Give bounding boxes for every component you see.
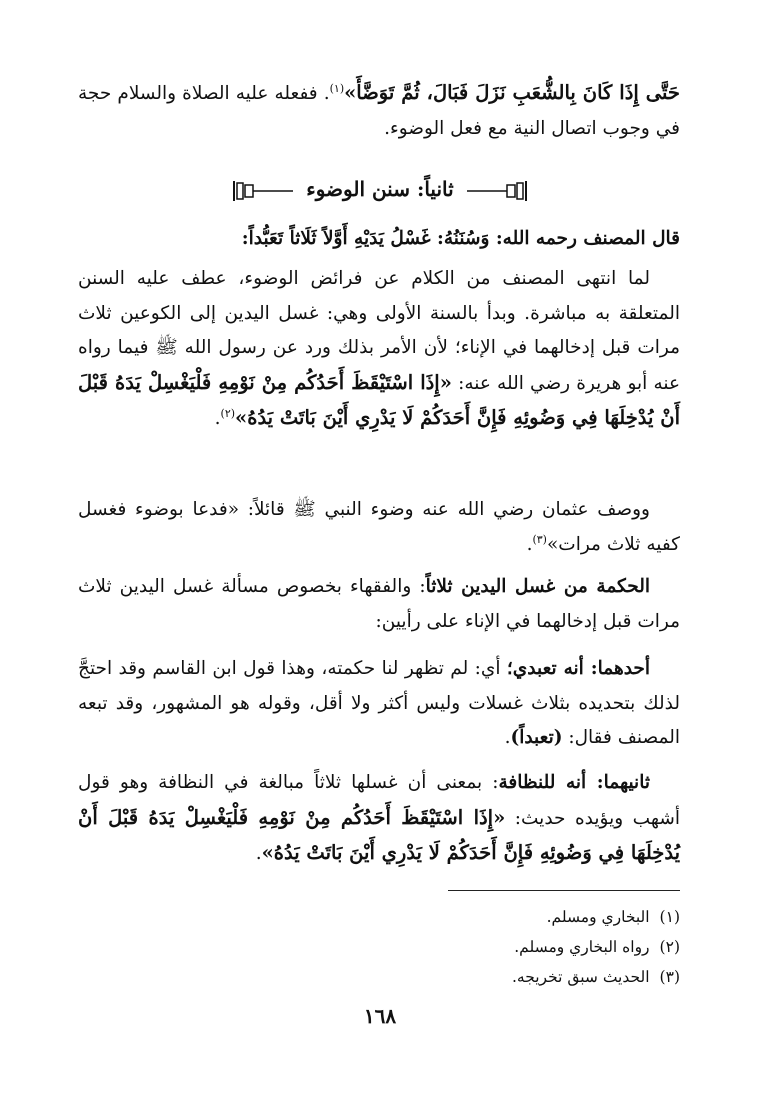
paragraph-label: الحكمة من غسل اليدين ثلاثاً: [425, 576, 650, 597]
footnote-item: [280, 932, 680, 962]
heading-title: ثانياً: سنن الوضوء: [306, 177, 454, 201]
footnote-number: (٢): [659, 938, 680, 956]
hadith-text: «إِذَا اسْتَيْقَظَ أَحَدُكُم مِنْ نَوْمِهِ فَلْيَغْسِلْ يَدَهُ قَبْلَ أَنْ يُدْخِلَهَا فِي وَضُوئِهِ فَإِنَّ أَحَدَكُمْ لَا يَدْرِي أَيْنَ بَاتَتْ يَدُهُ»: [78, 805, 680, 864]
ornament-right-icon: [229, 181, 293, 201]
paragraph-text: لما انتهى المصنف من الكلام عن فرائض الوضوء، عطف عليه السنن المتعلقة به مباشرة. وبدأ بالسنة الأولى وهي: غسل اليدين إلى الكوعين ثلاث مرات قبل إدخالهما في الإناء؛ لأن الأمر بذلك ورد عن رسول الله ﷺ فيما رواه عنه أبو هريرة رضي الله عنه:: [78, 268, 681, 394]
ornament-left-icon: [467, 181, 531, 201]
paragraph-wisdom: [78, 570, 680, 639]
paragraph-text: أي: لم تظهر لنا حكمته، وهذا قول ابن القاسم وقد احتجَّ لذلك بتحديده بثلاث غسلات وليس أكثر ولا أقل، وقوله هو المشهور، وقد تبعه المصنف فقال:: [78, 658, 680, 748]
paragraph-first-opinion: [78, 652, 680, 756]
footnote-item: [280, 902, 680, 932]
punctuation: .: [526, 533, 533, 555]
quote-close: »: [344, 81, 357, 104]
matn-text: رحمه الله: وَسُنَنُهُ: غَسْلُ يَدَيْهِ أَوَّلاً ثَلَاثاً تَعَبُّداً:: [241, 228, 577, 249]
paragraph-second-opinion: [78, 766, 680, 872]
footnote-item: [280, 962, 680, 992]
page-number: ١٦٨: [363, 1004, 397, 1028]
paragraph-text: : بمعنى أن غسلها ثلاثاً مبالغة في النظافة وهو قول أشهب ويؤيده حديث:: [78, 772, 680, 829]
hadith-text: حَتَّى إِذَا كَانَ بِالشُّعَبِ نَزَلَ فَبَالَ، ثُمَّ تَوَضَّأَ: [356, 81, 680, 104]
paragraph-author-statement: [78, 222, 680, 257]
quoted-term: (تعبداً): [510, 727, 563, 748]
hadith-text: «إِذَا اسْتَيْقَظَ أَحَدُكُم مِنْ نَوْمِهِ فَلْيَغْسِلْ يَدَهُ قَبْلَ أَنْ يُدْخِلَهَا فِي وَضُوئِهِ فَإِنَّ أَحَدَكُمْ لَا يَدْرِي أَيْنَ بَاتَتْ يَدُهُ»: [78, 370, 680, 429]
footnote-text: الحديث سبق تخريجه.: [511, 968, 650, 986]
footnotes: [280, 902, 680, 992]
paragraph-text: . ففعله عليه الصلاة والسلام حجة في وجوب اتصال النية مع فعل الوضوء.: [78, 83, 680, 139]
footnote-number: (١): [659, 908, 680, 926]
footnote-text: رواه البخاري ومسلم.: [514, 938, 650, 956]
paragraph-text: : والفقهاء بخصوص مسألة غسل اليدين ثلاث مرات قبل إدخالهما في الإناء على رأيين:: [78, 576, 680, 632]
footnote-divider: [448, 890, 680, 891]
paragraph-explanation: [78, 262, 680, 437]
paragraph-text: ووصف عثمان رضي الله عنه وضوء النبي ﷺ قائلاً: «فدعا بوضوء فغسل كفيه ثلاث مرات»: [78, 499, 680, 555]
paragraph-label: أحدهما: أنه تعبدي؛: [506, 658, 650, 679]
section-heading: [0, 172, 760, 206]
paragraph-hadith-continuation: [78, 76, 680, 146]
punctuation: .: [504, 727, 511, 748]
footnote-ref-3[interactable]: (٣): [532, 532, 547, 546]
footnote-ref-2[interactable]: (٢): [220, 406, 236, 420]
footnote-text: البخاري ومسلم.: [546, 908, 650, 926]
author-label: قال المصنف: [583, 228, 680, 249]
footnote-ref-1[interactable]: (١): [329, 81, 345, 95]
punctuation: .: [255, 843, 262, 864]
paragraph-label: ثانيهما: أنه للنظافة: [498, 772, 650, 793]
paragraph-uthman: [78, 493, 680, 562]
punctuation: .: [214, 408, 221, 429]
footnote-number: (٣): [659, 968, 680, 986]
